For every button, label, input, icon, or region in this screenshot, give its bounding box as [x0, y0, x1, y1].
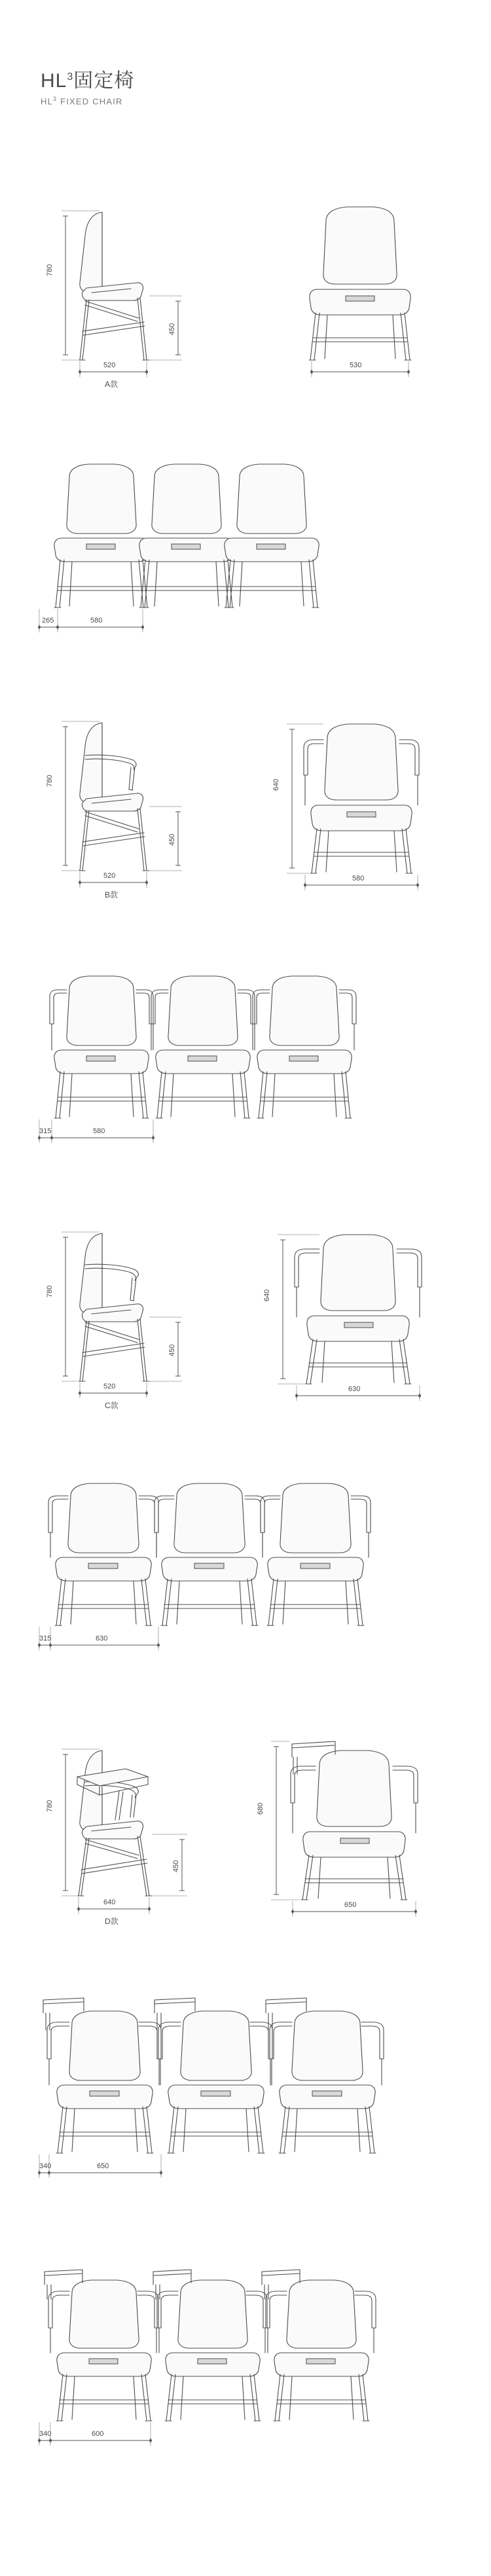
g1-depth-label: 520 [103, 361, 116, 369]
g2-side-view [39, 707, 209, 899]
g5-gang-width-label: 600 [92, 2430, 104, 2438]
g2-model-label: B款 [105, 890, 118, 899]
g1-side-view [39, 196, 209, 389]
g3-gang-width-label: 630 [96, 1635, 108, 1642]
title-cn-suffix: 固定椅 [73, 70, 135, 92]
g3-side-view [39, 1218, 209, 1410]
title-cn-superscript: 3 [67, 71, 74, 82]
group-3-views [0, 1218, 491, 1427]
g5-gang-view [0, 2259, 491, 2481]
g2-front-width-label: 580 [352, 875, 365, 882]
group-4-views [0, 1728, 491, 1944]
g4-model-label: D款 [105, 1917, 118, 1926]
g4-seat-height-label: 450 [172, 1860, 180, 1872]
group-2-views [0, 707, 491, 916]
g2-height-label: 780 [46, 774, 54, 787]
group-1-views [0, 196, 491, 393]
g3-seat-height-label: 450 [168, 1344, 176, 1356]
g3-front-height-label: 640 [263, 1289, 271, 1301]
g3-gang-pitch-label: 315 [39, 1635, 52, 1642]
g3-front-view [263, 1218, 465, 1401]
g2-front-height-label: 640 [272, 778, 280, 791]
g1-seat-height-label: 450 [168, 323, 176, 335]
g3-model-label: C款 [105, 1401, 118, 1410]
g1-gang-width-label: 580 [90, 617, 103, 625]
g4-gang-view [0, 1993, 491, 2209]
g3-depth-label: 520 [103, 1383, 116, 1390]
g2-gang-width-label: 580 [93, 1127, 105, 1135]
title-chinese [41, 64, 134, 93]
g1-height-label: 780 [46, 264, 54, 276]
g2-depth-label: 520 [103, 872, 116, 880]
page-title [41, 64, 134, 106]
g1-gang-pitch-label: 265 [42, 617, 54, 625]
g2-gang-pitch-label: 315 [39, 1127, 52, 1135]
g1-front-width-label: 530 [350, 361, 362, 369]
g4-front-height-label: 680 [257, 1802, 264, 1815]
g4-gang-pitch-label: 340 [39, 2162, 52, 2170]
g2-front-view [272, 707, 458, 890]
g2-gang-view [0, 969, 491, 1178]
g3-gang-view [0, 1476, 491, 1686]
g4-depth-label: 640 [103, 1898, 116, 1906]
g3-front-width-label: 630 [348, 1385, 361, 1393]
g1-gang-view [0, 458, 491, 668]
g1-model-label: A款 [105, 380, 118, 389]
g4-side-view [39, 1728, 223, 1926]
g4-gang-width-label: 650 [97, 2162, 109, 2170]
g2-seat-height-label: 450 [168, 833, 176, 846]
g1-front-view [275, 196, 445, 367]
title-english [41, 96, 134, 106]
g5-gang-pitch-label: 340 [39, 2430, 52, 2438]
title-cn-prefix: HL [41, 70, 67, 92]
g4-front-width-label: 650 [344, 1901, 357, 1909]
g4-front-view [257, 1728, 465, 1918]
g3-height-label: 780 [46, 1285, 54, 1297]
g4-height-label: 780 [46, 1800, 54, 1812]
title-en-prefix: HL [41, 96, 54, 107]
title-en-suffix: FIXED CHAIR [57, 96, 123, 107]
title-en-superscript: 3 [53, 96, 58, 102]
